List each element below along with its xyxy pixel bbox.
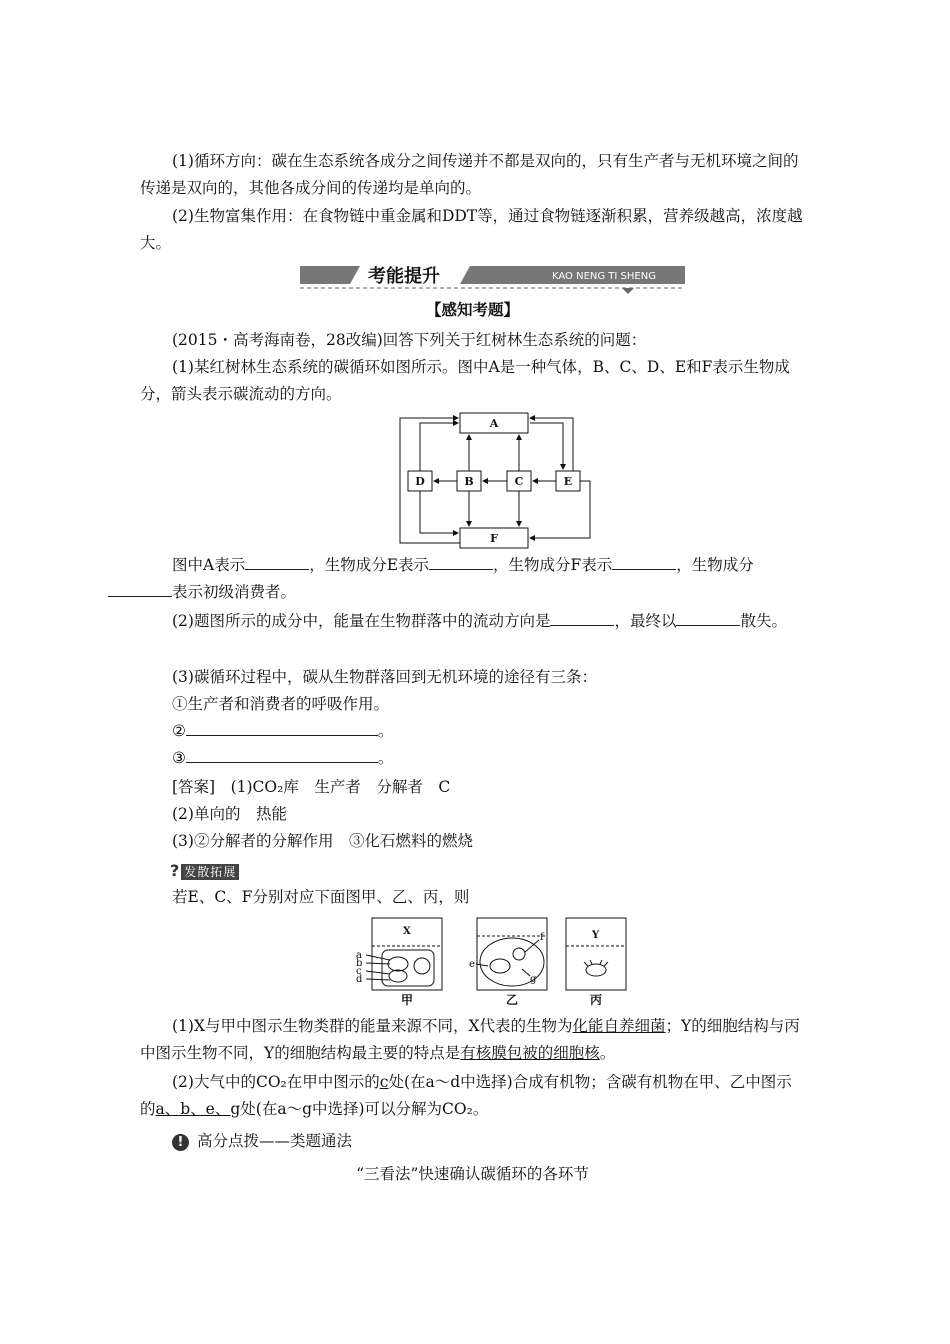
fig-caption-jia: 甲 [401,993,414,1007]
question-3: (3)碳循环过程中，碳从生物群落回到无机环境的途径有三条： [172,668,597,686]
tips-heading-row [172,1128,837,1155]
fill-blank-1: 图中A表示 ，生物成分E表示 ，生物成分F表示 ，生物成分 表示初级消费者。 [140,552,805,606]
section-title: 【感知考题】 [425,300,519,319]
fig-label-X: X [403,926,411,937]
question-3-item-1: ①生产者和消费者的呼吸作用。 [172,695,390,713]
question-2: (2)题图所示的成分中，能量在生物群落中的流动方向是 ，最终以 散失。 [172,612,787,630]
blank-energy[interactable] [676,610,740,626]
section-banner [300,262,685,294]
blank-F[interactable] [612,554,676,570]
node-F: F [490,532,498,545]
blank-consumer[interactable] [108,581,172,597]
question-1: (1)某红树林生态系统的碳循环如图所示。图中A是一种气体，B、C、D、E和F表示生物成分，箭头表示碳流动的方向。 [140,358,790,403]
node-A: A [489,417,499,430]
question-source: (2015・高考海南卷，28改编)回答下列关于红树林生态系统的问题： [172,331,647,349]
blank-route-3[interactable] [186,747,378,763]
extension-paragraph-2: (2)大气中的CO₂在甲中图示的c处(在a～d中选择)合成有机物；含碳有机物在甲、乙中图示的a、b、e、g处(在a～g中选择)可以分解为CO₂。 [140,1073,792,1118]
question-mark-icon: ? [170,861,180,880]
fig-label-c: c [356,966,362,977]
fig-label-f: f [540,932,544,943]
intro-paragraph-1: (1)循环方向：碳在生态系统各成分之间传递并不都是双向的，只有生产者与无机环境之间的传递是双向的，其他各成分间的传递均是单向的。 [140,152,799,197]
fig-caption-bing: 丙 [590,993,603,1007]
intro-paragraph-2: (2)生物富集作用：在食物链中重金属和DDT等，通过食物链逐渐积累，营养级越高，浓度越大。 [140,207,803,252]
fig-label-g: g [530,974,537,985]
blank-route-2[interactable] [186,720,378,736]
fig-label-Y: Y [592,930,600,941]
fig-label-a: a [356,950,362,961]
exclamation-icon: ! [172,1134,189,1151]
extension-header [170,857,835,885]
fig-caption-yi: 乙 [506,993,519,1007]
blank-direction[interactable] [550,610,614,626]
question-3-item-2: ② 。 [172,722,394,740]
blank-A[interactable] [245,554,309,570]
fig-label-d: d [356,974,363,985]
carbon-cycle-diagram [395,408,595,553]
banner-title: 考能提升 [368,266,440,287]
question-3-item-3: ③ 。 [172,749,394,767]
extension-paragraph-1: (1)X与甲中图示生物类群的能量来源不同，X代表的生物为化能自养细菌；Y的细胞结构与丙中图示生物不同，Y的细胞结构最主要的特点是有核膜包被的细胞核。 [140,1017,800,1062]
cell-figures [352,914,632,1014]
node-B: B [464,475,474,488]
blank-E[interactable] [429,554,493,570]
extension-intro: 若E、C、F分别对应下面图甲、乙、丙，则 [172,888,470,906]
node-D: D [415,475,425,488]
fig-label-b: b [356,958,363,969]
fig-label-e: e [469,959,475,970]
answer-line-3: (3)②分解者的分解作用 ③化石燃料的燃烧 [172,832,473,850]
banner-subtitle: KAO NENG TI SHENG [552,271,656,282]
node-E: E [563,475,573,488]
answer-line-1: [答案] (1)CO₂库 生产者 分解者 C [172,778,451,796]
tips-subheading: “三看法”快速确认碳循环的各环节 [356,1165,589,1183]
extension-tag: 发散拓展 [181,864,239,880]
node-C: C [514,475,524,488]
answer-line-2: (2)单向的 热能 [172,805,287,823]
tips-heading: 高分点拨——类题通法 [197,1132,353,1150]
